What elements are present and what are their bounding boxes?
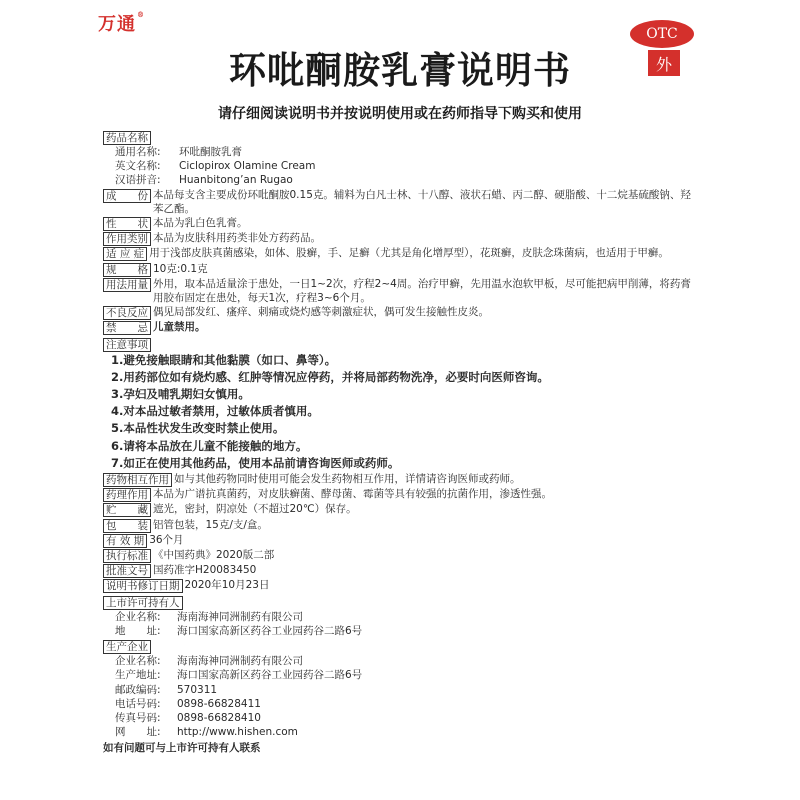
section-label: 注意事项 <box>103 338 151 352</box>
license-holder-address: 海口国家高新区药谷工业园药谷二路6号 <box>177 624 363 637</box>
field-label: 企业名称: <box>115 610 161 623</box>
field-label: 英文名称: <box>115 160 161 173</box>
manufacturer-address: 海口国家高新区药谷工业园药谷二路6号 <box>177 669 363 682</box>
field-value: 外用，取本品适量涂于患处，一日1~2次，疗程2~4周。治疗甲癣，先用温水泡软甲板，尽可能把病甲削薄，将药膏用胶布固定在患处，每天1次，疗程3~6个月。 <box>153 277 691 305</box>
precaution-item: 7.如正在使用其他药品，使用本品前请咨询医师或药师。 <box>111 455 400 470</box>
license-holder-address-row <box>103 624 698 638</box>
fax-row <box>103 711 698 725</box>
field-label: 批准文号 <box>103 564 151 578</box>
document-subtitle: 请仔细阅读说明书并按说明使用或在药师指导下购买和使用 <box>218 106 582 122</box>
field-label: 药物相互作用 <box>103 473 172 487</box>
field-label: 电话号码: <box>115 697 161 710</box>
license-holder-name: 海南海神同洲制药有限公司 <box>177 610 303 623</box>
info-field-row <box>103 472 698 487</box>
info-field-row <box>103 305 698 320</box>
info-field-row <box>103 487 698 502</box>
field-label: 执行标准 <box>103 549 151 563</box>
license-holder-name-row <box>103 610 698 624</box>
external-use-badge: 外 <box>648 50 680 76</box>
website-row <box>103 725 698 739</box>
manufacturer-name: 海南海神同洲制药有限公司 <box>177 655 303 668</box>
field-label: 规 格 <box>103 263 151 277</box>
field-label: 生产地址: <box>115 669 161 682</box>
field-value: 本品每支含主要成份环吡酮胺0.15克。辅料为白凡士林、十八醇、液状石蜡、丙二醇、硬脂酸、十二烷基硫酸钠、羟苯乙酯。 <box>153 188 691 215</box>
field-label: 用法用量 <box>103 278 151 292</box>
field-value: 用于浅部皮肤真菌感染，如体、股癣，手、足癣（尤其是角化增厚型），花斑癣，皮肤念珠菌病，也适用于甲癣。 <box>149 247 669 260</box>
info-field-row <box>103 518 698 533</box>
phone-number: 0898-66828411 <box>177 697 261 710</box>
license-holder-heading <box>103 595 698 610</box>
field-value: 遮光，密封，阴凉处（不超过20℃）保存。 <box>153 503 357 516</box>
field-label: 不良反应 <box>103 306 151 320</box>
field-label: 邮政编码: <box>115 683 161 696</box>
website-url: http://www.hishen.com <box>177 726 298 739</box>
field-label: 企业名称: <box>115 655 161 668</box>
brand-name: 万通 <box>98 14 136 35</box>
field-value: 儿童禁用。 <box>153 321 206 334</box>
precaution-item: 6.请将本品放在儿童不能接触的地方。 <box>111 438 308 453</box>
field-label: 性 状 <box>103 217 151 231</box>
field-label: 有 效 期 <box>103 534 147 548</box>
registered-mark: ® <box>137 10 145 19</box>
field-label: 药理作用 <box>103 488 151 502</box>
info-field-row <box>103 188 698 216</box>
brand-logo <box>98 10 145 36</box>
info-field-row <box>103 231 698 246</box>
pinyin-row <box>103 173 698 187</box>
info-field-row <box>103 578 698 593</box>
field-value: 《中国药典》2020版二部 <box>153 549 275 562</box>
info-field-row <box>103 502 698 517</box>
field-label: 说明书修订日期 <box>103 579 183 593</box>
common-name: 环吡酮胺乳膏 <box>179 146 242 158</box>
manufacturer-name-row <box>103 654 698 668</box>
field-value: 如与其他药物同时使用可能会发生药物相互作用，详情请咨询医师或药师。 <box>174 473 521 486</box>
precaution-item: 5.本品性状发生改变时禁止使用。 <box>111 421 285 436</box>
field-label: 通用名称: <box>115 146 161 158</box>
contact-footer: 如有问题可与上市许可持有人联系 <box>103 742 261 755</box>
precaution-item: 4.对本品过敏者禁用，过敏体质者慎用。 <box>111 404 319 419</box>
english-name: Ciclopirox Olamine Cream <box>179 160 316 173</box>
info-field-row <box>103 262 698 277</box>
field-label: 成 份 <box>103 189 151 203</box>
postcode: 570311 <box>177 683 218 696</box>
field-value: 2020年10月23日 <box>184 579 270 592</box>
precaution-item: 1.避免接触眼睛和其他黏膜（如口、鼻等）。 <box>111 352 337 367</box>
manufacturer-heading <box>103 639 698 654</box>
info-field-row <box>103 320 698 335</box>
precaution-item: 3.孕妇及哺乳期妇女慎用。 <box>111 387 250 402</box>
field-label: 网 址: <box>115 726 161 739</box>
field-value: 国药准字H20083450 <box>153 564 257 577</box>
field-label: 禁 忌 <box>103 321 151 335</box>
field-value: 10克:0.1克 <box>153 262 208 275</box>
field-label: 适 应 症 <box>103 247 147 261</box>
field-value: 偶见局部发红、瘙痒、刺痛或烧灼感等刺激症状，偶可发生接触性皮炎。 <box>153 306 489 319</box>
info-field-row <box>103 563 698 578</box>
field-label: 贮 藏 <box>103 503 151 517</box>
field-label: 包 装 <box>103 519 151 533</box>
leaflet-body <box>103 130 698 756</box>
field-label: 传真号码: <box>115 711 161 724</box>
field-value: 铝管包装，15克/支/盒。 <box>153 518 268 531</box>
field-label: 汉语拼音: <box>115 174 161 187</box>
drug-name-heading <box>103 130 698 145</box>
field-label: 作用类别 <box>103 232 151 246</box>
field-value: 36个月 <box>149 533 184 546</box>
info-field-row <box>103 277 698 305</box>
info-field-row <box>103 216 698 231</box>
pinyin-name: Huanbitong’an Rugao <box>179 174 293 187</box>
fax-number: 0898-66828410 <box>177 711 261 724</box>
english-name-row <box>103 159 698 173</box>
postcode-row <box>103 683 698 697</box>
field-label: 地 址: <box>115 624 161 637</box>
precautions-heading <box>103 337 698 352</box>
info-field-row <box>103 246 698 261</box>
otc-badge: OTC <box>630 20 694 48</box>
field-value: 本品为乳白色乳膏。 <box>153 217 248 230</box>
info-field-row <box>103 533 698 548</box>
phone-row <box>103 697 698 711</box>
field-value: 本品为广谱抗真菌药，对皮肤癣菌、酵母菌、霉菌等具有较强的抗菌作用，渗透性强。 <box>153 488 552 501</box>
document-title: 环吡酮胺乳膏说明书 <box>229 48 571 92</box>
field-value: 本品为皮肤科用药类非处方药药品。 <box>153 232 321 245</box>
common-name-row <box>103 145 698 159</box>
section-label: 药品名称 <box>103 131 151 145</box>
info-field-row <box>103 548 698 563</box>
precaution-item: 2.用药部位如有烧灼感、红肿等情况应停药，并将局部药物洗净，必要时向医师咨询。 <box>111 369 549 384</box>
manufacturer-address-row <box>103 668 698 682</box>
section-label: 生产企业 <box>103 640 151 654</box>
section-label: 上市许可持有人 <box>103 596 183 610</box>
